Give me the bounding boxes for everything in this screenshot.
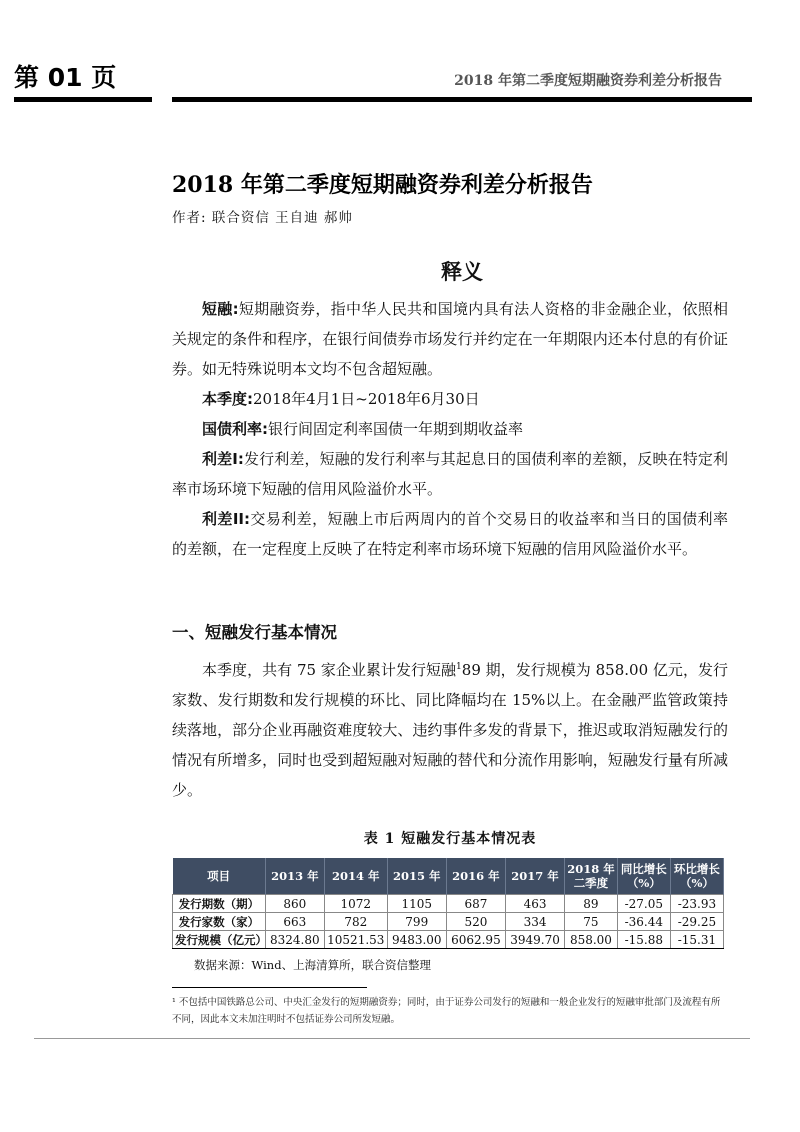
author-line: 作者: 联合资信 王自迪 郝帅: [172, 210, 353, 226]
definition-text: 银行间固定利率国债一年期到期收益率: [268, 420, 524, 438]
table-cell: 334: [505, 913, 564, 931]
column-header: 2013 年: [265, 858, 324, 895]
definitions-heading: 释义: [441, 259, 483, 284]
definition-text: 短期融资券，指中华人民共和国境内具有法人资格的非金融企业，依照相关规定的条件和程序，在银行间债券市场发行并约定在一年期限内还本付息的有价证券。如无特殊说明本文均不包含超短融。: [172, 300, 728, 378]
definitions-list: [172, 294, 728, 564]
footer-rule: [34, 1038, 750, 1039]
definition-term: 本季度:: [202, 390, 253, 408]
table-cell: 858.00: [565, 931, 618, 949]
table-cell: -27.05: [617, 895, 670, 913]
table-cell: -29.25: [670, 913, 723, 931]
table-cell: 463: [505, 895, 564, 913]
table-caption: 表 1 短融发行基本情况表: [363, 831, 537, 847]
table-cell: -15.31: [670, 931, 723, 949]
table-row: [173, 895, 724, 913]
definition-term: 利差II:: [202, 510, 250, 528]
column-header: 2018 年二季度: [565, 858, 618, 895]
row-label: 发行规模（亿元）: [173, 931, 266, 949]
definition-text: 2018年4月1日~2018年6月30日: [253, 390, 480, 408]
document-title: 2018 年第二季度短期融资券利差分析报告: [172, 172, 593, 198]
definition-item: [172, 384, 728, 414]
header-rule-left: [14, 97, 152, 102]
paragraph-text-rest: 89 期，发行规模为 858.00 亿元，发行家数、发行期数和发行规模的环比、同比降幅均在 15%以上。在金融严监管政策持续落地，部分企业再融资难度较大、违约事件多发的背景下，推迟或取消短融发行的情况有所增多，同时也受到超短融对短融的替代和分流作用影响，短融发行量有所减少。: [172, 661, 728, 799]
definition-term: 国债利率:: [202, 420, 268, 438]
table-cell: 9483.00: [387, 931, 446, 949]
table-cell: 782: [324, 913, 387, 931]
header-rule-right: [172, 97, 752, 102]
table-cell: -36.44: [617, 913, 670, 931]
table-row: [173, 931, 724, 949]
column-header: 项目: [173, 858, 266, 895]
footnote-text: ¹ 不包括中国铁路总公司、中央汇金发行的短期融资券；同时，由于证券公司发行的短融和一般企业发行的短融审批部门及流程有所不同，因此本文未加注明时不包括证券公司所发短融。: [172, 997, 721, 1025]
row-label: 发行家数（家）: [173, 913, 266, 931]
footnote-marker[interactable]: 1: [456, 662, 462, 672]
column-header: 环比增长（%）: [670, 858, 723, 895]
table-header-row: [173, 858, 724, 895]
column-header: 2014 年: [324, 858, 387, 895]
section-paragraph: [172, 655, 728, 805]
table-cell: 6062.95: [446, 931, 505, 949]
table-cell: 1072: [324, 895, 387, 913]
column-header: 2017 年: [505, 858, 564, 895]
definition-item: [172, 294, 728, 384]
definition-item: [172, 414, 728, 444]
footnote-rule: [172, 987, 367, 988]
column-header: 同比增长（%）: [617, 858, 670, 895]
paragraph-text-start: 本季度，共有 75 家企业累计发行短融: [202, 661, 457, 679]
table-cell: 89: [565, 895, 618, 913]
table-cell: 1105: [387, 895, 446, 913]
table-cell: 3949.70: [505, 931, 564, 949]
table-cell: -15.88: [617, 931, 670, 949]
table-cell: 687: [446, 895, 505, 913]
table-cell: 10521.53: [324, 931, 387, 949]
table-cell: 860: [265, 895, 324, 913]
table-cell: 799: [387, 913, 446, 931]
running-header-title: 2018 年第二季度短期融资券利差分析报告: [454, 73, 722, 89]
section-body: [172, 655, 728, 805]
definition-text: 发行利差，短融的发行利率与其起息日的国债利率的差额，反映在特定利率市场环境下短融的信用风险溢价水平。: [172, 450, 728, 498]
table-source-note: 数据来源：Wind、上海清算所，联合资信整理: [194, 958, 432, 972]
definition-term: 短融:: [202, 300, 239, 318]
table-cell: -23.93: [670, 895, 723, 913]
column-header: 2015 年: [387, 858, 446, 895]
definition-item: [172, 504, 728, 564]
table-row: [173, 913, 724, 931]
definition-term: 利差I:: [202, 450, 244, 468]
row-label: 发行期数（期）: [173, 895, 266, 913]
definition-item: [172, 444, 728, 504]
definition-text: 交易利差，短融上市后两周内的首个交易日的收益率和当日的国债利率的差额，在一定程度上反映了在特定利率市场环境下短融的信用风险溢价水平。: [172, 510, 728, 558]
table-cell: 520: [446, 913, 505, 931]
table-cell: 8324.80: [265, 931, 324, 949]
table-cell: 75: [565, 913, 618, 931]
issuance-table: [172, 858, 724, 949]
page-number: 第 01 页: [14, 63, 117, 92]
section-heading: 一、短融发行基本情况: [172, 623, 337, 642]
table-cell: 663: [265, 913, 324, 931]
column-header: 2016 年: [446, 858, 505, 895]
